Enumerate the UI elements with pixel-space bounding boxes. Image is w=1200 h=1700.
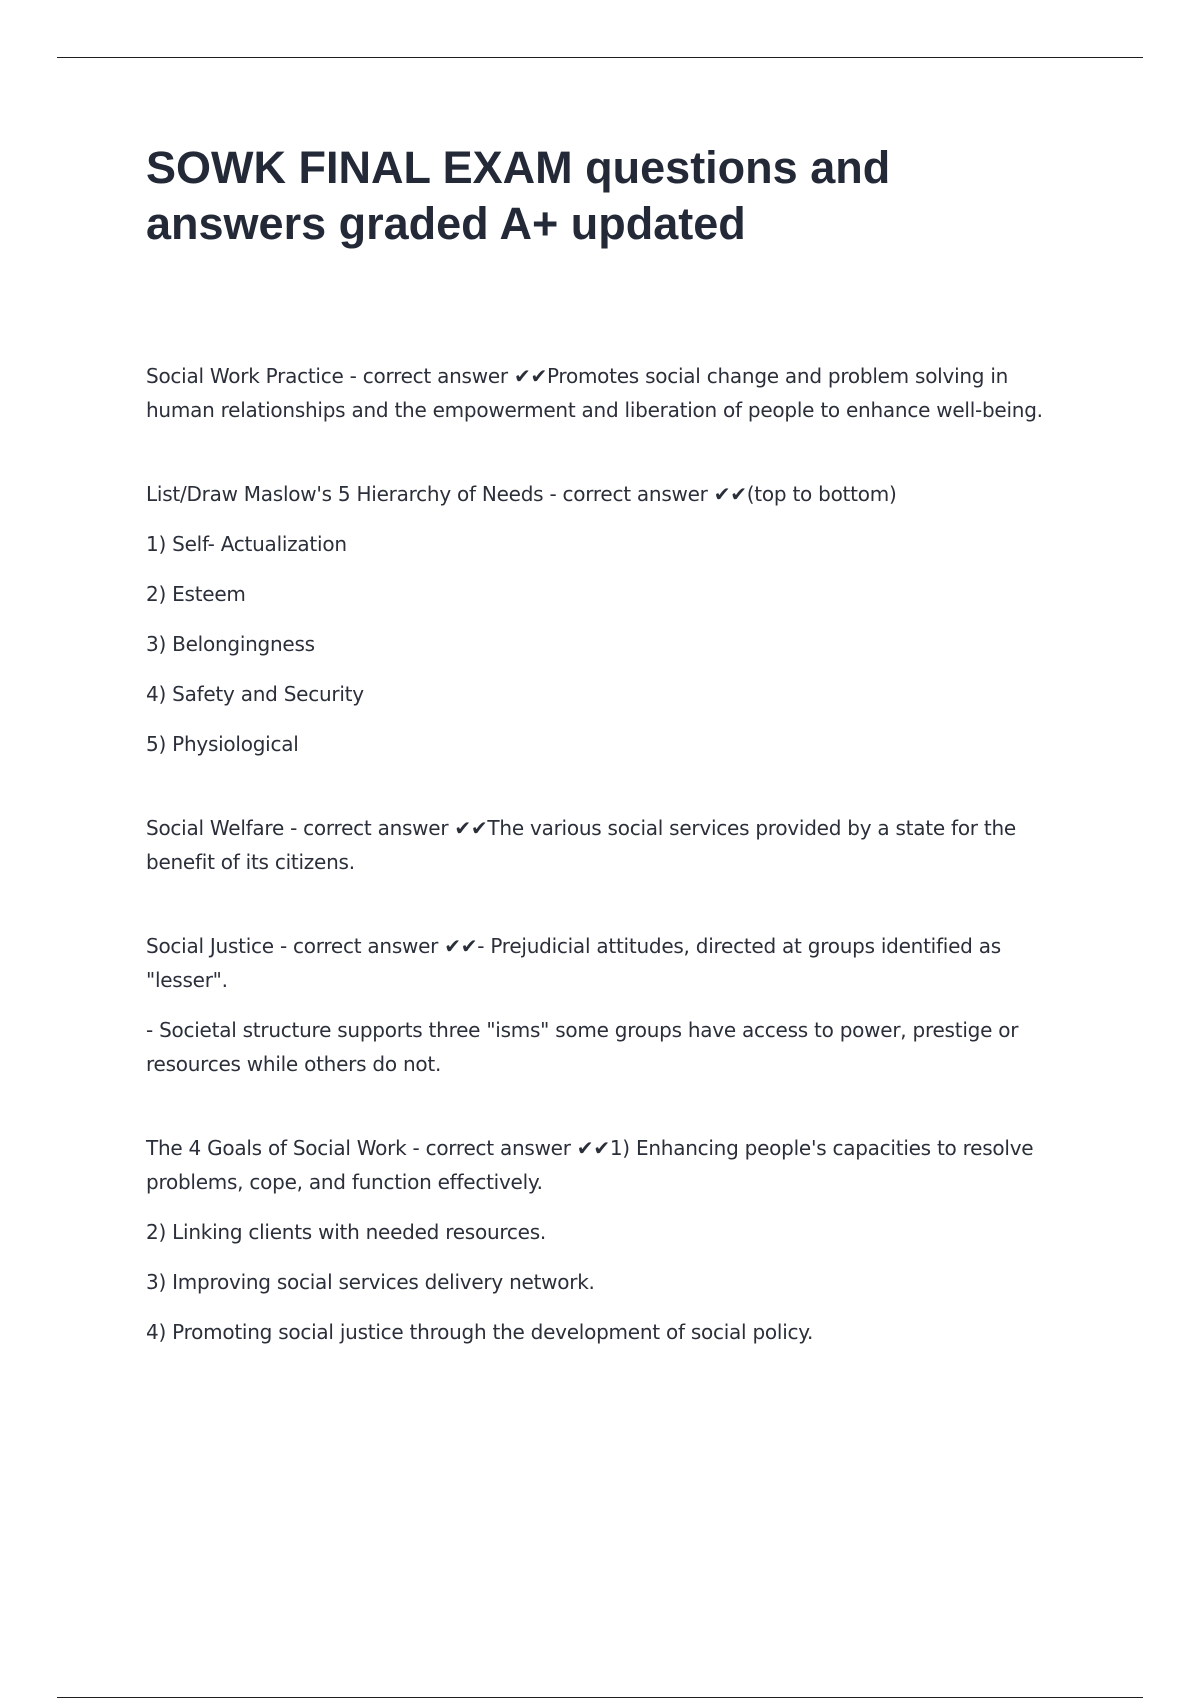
bottom-divider xyxy=(57,1697,1143,1698)
qa-goals-of-social-work xyxy=(146,1131,1066,1349)
document-title: SOWK FINAL EXAM questions and answers graded A+ updated xyxy=(146,142,891,249)
list-item: 3) Improving social services delivery network. xyxy=(146,1270,595,1294)
document-body xyxy=(146,140,1066,1399)
answer-paragraph: Social Justice - correct answer ✔✔- Prejudicial attitudes, directed at groups identified as "lesser". xyxy=(146,934,1001,992)
list-item: 3) Belongingness xyxy=(146,632,315,656)
list-item: 4) Promoting social justice through the development of social policy. xyxy=(146,1320,814,1344)
answer-paragraph: - Societal structure supports three "isms" some groups have access to power, prestige or resources while others do not. xyxy=(146,1018,1019,1076)
list-item: 1) Self- Actualization xyxy=(146,532,347,556)
list-item: 4) Safety and Security xyxy=(146,682,364,706)
answer-paragraph: Social Welfare - correct answer ✔✔The various social services provided by a state for the benefit of its citizens. xyxy=(146,816,1016,874)
answer-paragraph: The 4 Goals of Social Work - correct answer ✔✔1) Enhancing people's capacities to resolve problems, cope, and function effectively. xyxy=(146,1136,1034,1194)
qa-social-welfare xyxy=(146,811,1066,879)
qa-social-justice xyxy=(146,929,1066,1081)
question-line: List/Draw Maslow's 5 Hierarchy of Needs - correct answer ✔✔(top to bottom) xyxy=(146,482,897,506)
answer-paragraph: Social Work Practice - correct answer ✔✔Promotes social change and problem solving in human relationships and the empowerment and liberation of people to enhance well-being. xyxy=(146,364,1043,422)
list-item: 5) Physiological xyxy=(146,732,299,756)
qa-maslow-hierarchy xyxy=(146,477,1066,761)
top-divider xyxy=(57,57,1143,58)
list-item: 2) Linking clients with needed resources. xyxy=(146,1220,546,1244)
qa-social-work-practice xyxy=(146,359,1066,427)
list-item: 2) Esteem xyxy=(146,582,246,606)
